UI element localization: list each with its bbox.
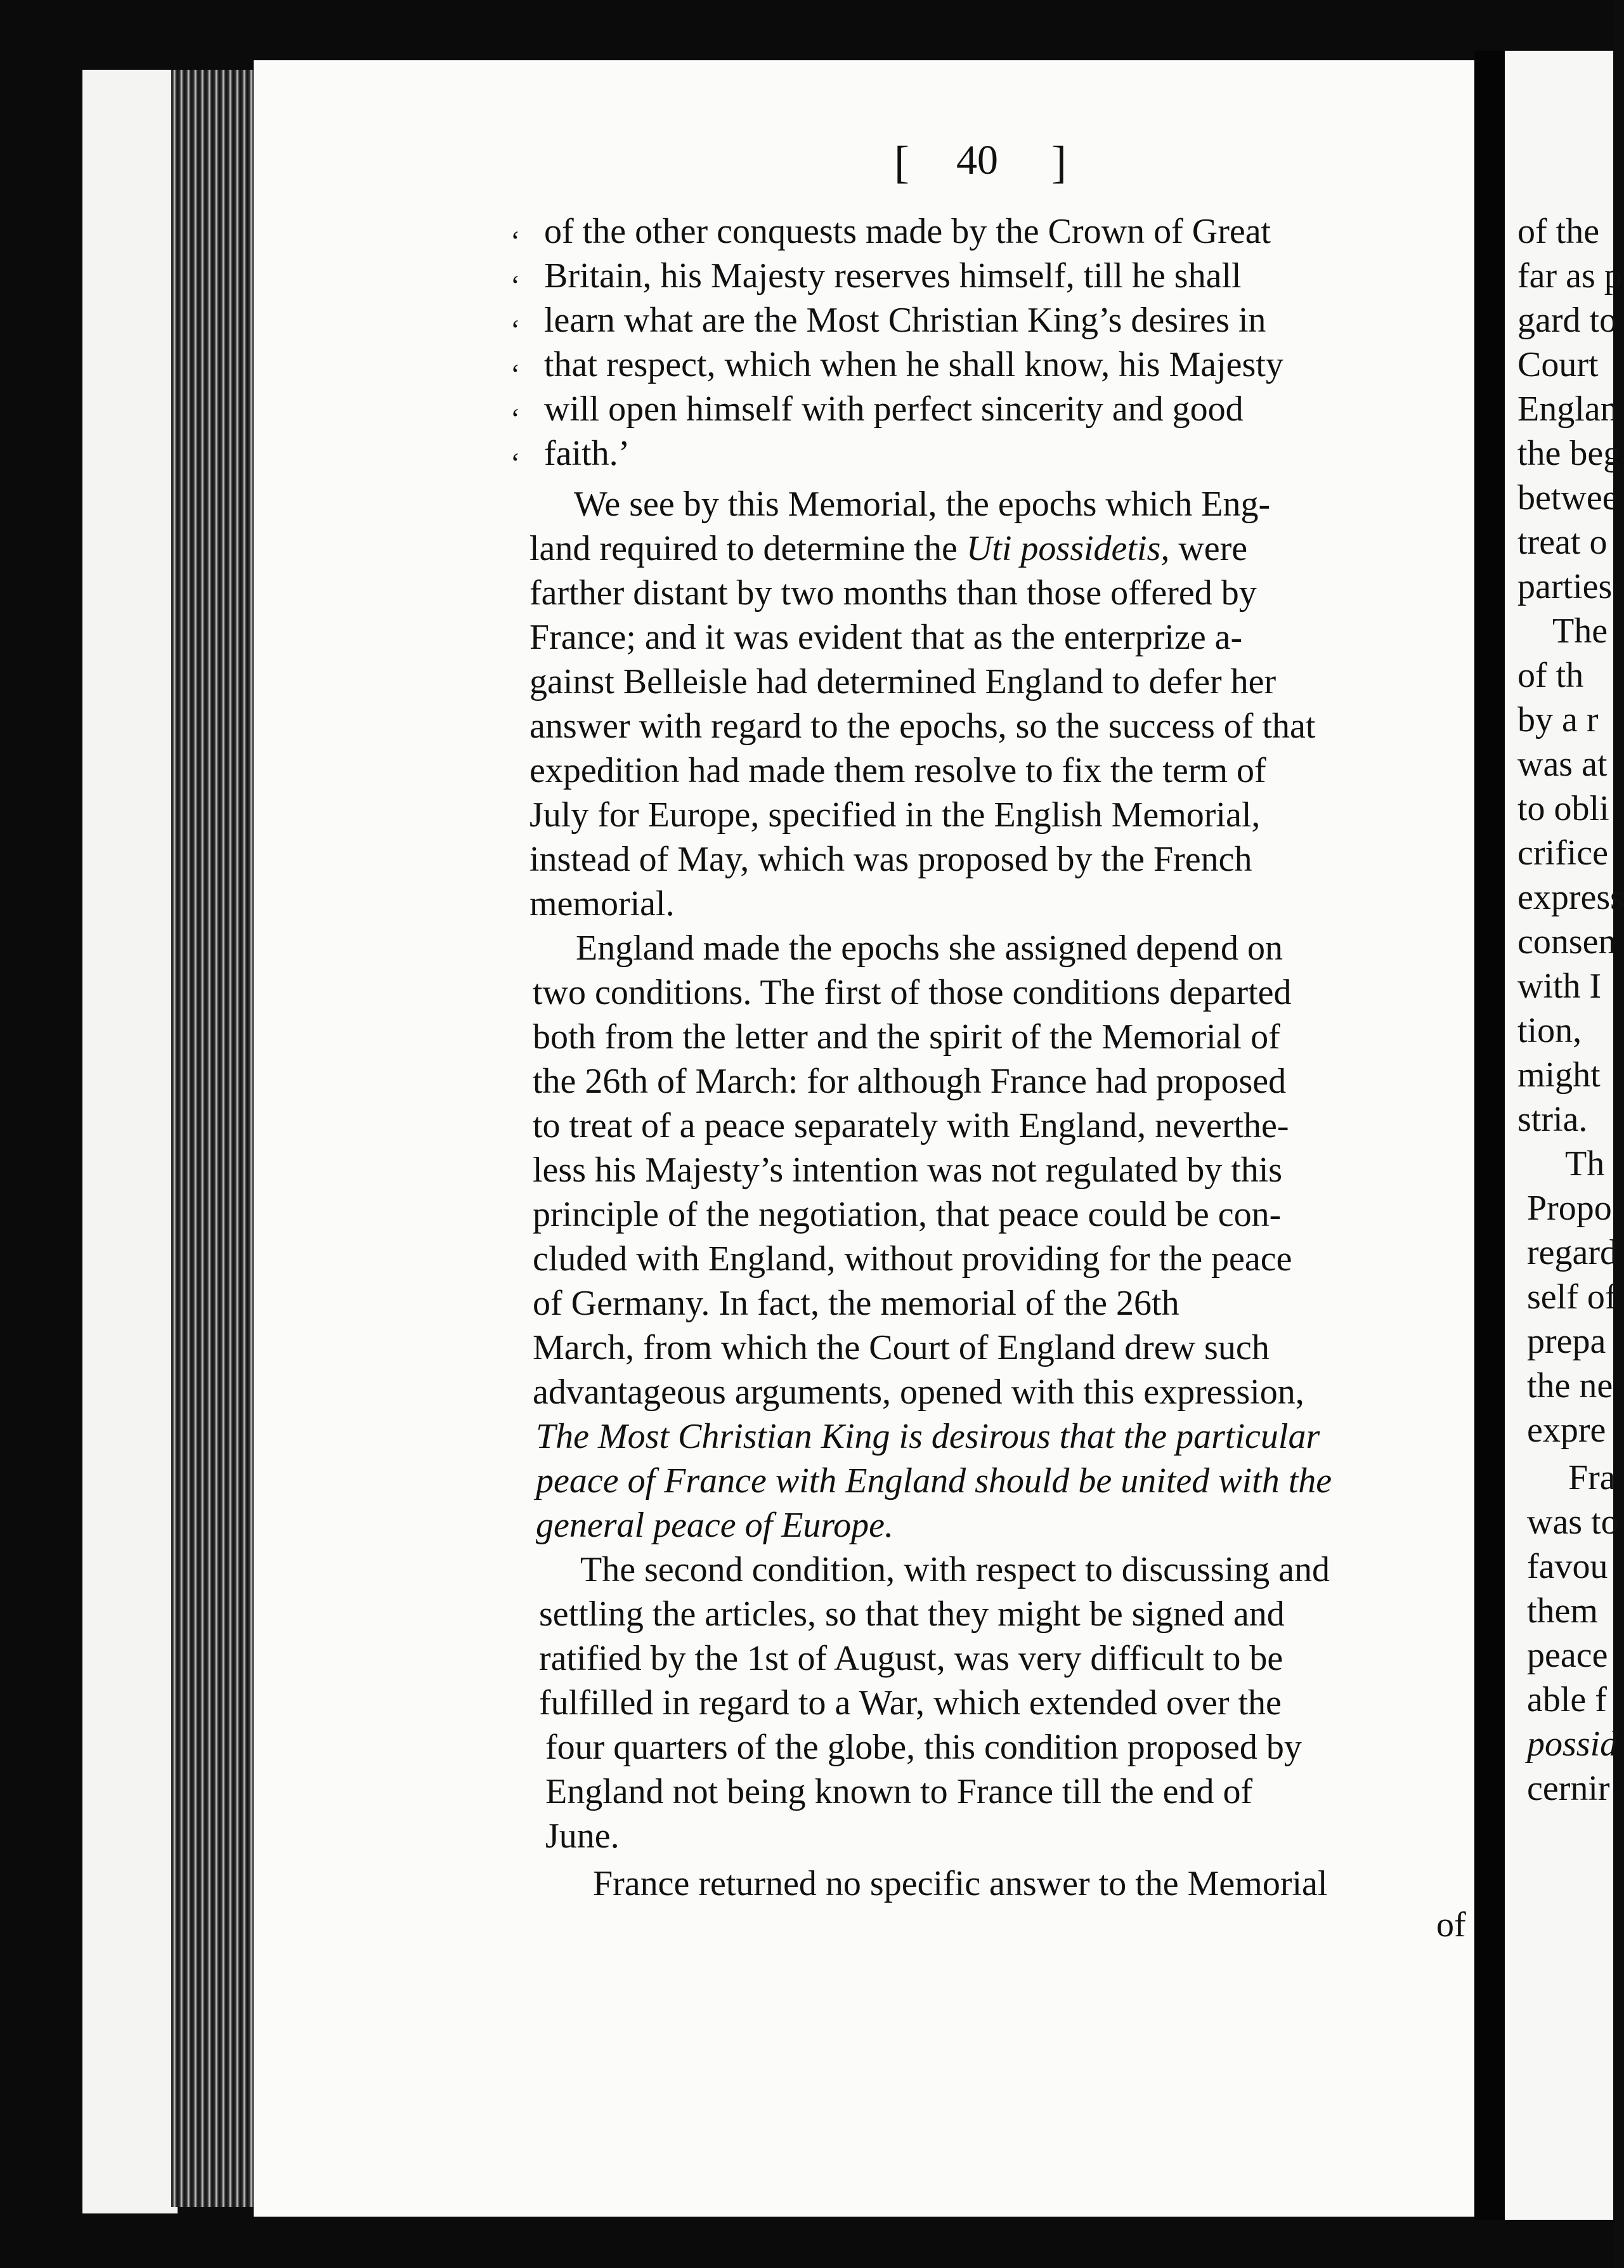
text-line: June. bbox=[545, 1816, 620, 1856]
text-line: less his Majesty’s intention was not regulated by this bbox=[533, 1150, 1283, 1190]
catchword: of bbox=[1436, 1905, 1466, 1945]
text-line: consen bbox=[1517, 922, 1616, 961]
text-line: Propo bbox=[1527, 1189, 1612, 1228]
text-line: cluded with England, without providing for the peace bbox=[533, 1239, 1292, 1279]
text-line: Englan bbox=[1517, 389, 1618, 429]
text-line: parties bbox=[1517, 567, 1613, 606]
text-line: expedition had made them resolve to fix the term of bbox=[529, 751, 1266, 790]
text-line: The bbox=[1552, 611, 1608, 651]
text-line: that respect, which when he shall know, his Majesty bbox=[544, 345, 1283, 384]
text-line: prepa bbox=[1527, 1322, 1606, 1361]
text-line: with I bbox=[1517, 967, 1602, 1006]
text-line: expre bbox=[1527, 1411, 1606, 1450]
text-line: principle of the negotiation, that peace could be con- bbox=[533, 1195, 1282, 1234]
text-line: Th bbox=[1565, 1144, 1605, 1183]
quote-mark: ‘ bbox=[510, 402, 521, 434]
text-line: July for Europe, specified in the English Memorial, bbox=[529, 795, 1261, 835]
text-line: land required to determine the Uti possidetis, were bbox=[529, 529, 1248, 568]
quote-mark: ‘ bbox=[510, 313, 521, 346]
quote-mark: ‘ bbox=[510, 225, 521, 257]
italic-line: general peace of Europe. bbox=[536, 1506, 893, 1545]
text-line: was to bbox=[1527, 1502, 1619, 1542]
text-line: of Germany. In fact, the memorial of the 26th bbox=[533, 1284, 1179, 1323]
quote-mark: ‘ bbox=[510, 446, 521, 479]
text-line: the 26th of March: for although France had proposed bbox=[533, 1062, 1287, 1101]
right-page-fragment bbox=[1505, 51, 1624, 2220]
text-line: two conditions. The first of those conditions departed bbox=[533, 973, 1292, 1012]
text-line: both from the letter and the spirit of the Memorial of bbox=[533, 1017, 1280, 1057]
text-line: France returned no specific answer to the Memorial bbox=[593, 1864, 1328, 1903]
page-number: 40 bbox=[956, 137, 998, 183]
text-line: advantageous arguments, opened with this expression, bbox=[533, 1372, 1304, 1412]
italic-line: The Most Christian King is desirous that the particular bbox=[536, 1417, 1320, 1456]
text-line: four quarters of the globe, this condition proposed by bbox=[545, 1728, 1302, 1767]
text-line: far as p bbox=[1517, 256, 1622, 296]
text-line: learn what are the Most Christian King’s desires in bbox=[544, 301, 1266, 340]
text-line: settling the articles, so that they might be signed and bbox=[539, 1594, 1285, 1634]
text-line: favou bbox=[1527, 1547, 1608, 1586]
text-line: of th bbox=[1517, 656, 1584, 695]
book-gutter bbox=[1474, 51, 1505, 2220]
text-line: peace bbox=[1527, 1636, 1608, 1675]
text-line: betwee bbox=[1517, 478, 1618, 518]
text-line: them bbox=[1527, 1591, 1598, 1631]
text-line: to obli bbox=[1517, 789, 1609, 828]
text-line: the ne bbox=[1527, 1366, 1613, 1405]
quote-mark: ‘ bbox=[510, 269, 521, 301]
text-line: We see by this Memorial, the epochs which Eng- bbox=[574, 485, 1271, 524]
text-line: crifice bbox=[1517, 833, 1608, 873]
text-line: memorial. bbox=[529, 884, 675, 923]
text-line: faith.’ bbox=[544, 434, 630, 473]
text-line: might bbox=[1517, 1055, 1601, 1095]
text-line: answer with regard to the epochs, so the success of that bbox=[529, 707, 1316, 746]
text-line: of the bbox=[1517, 212, 1600, 251]
text-line: regard bbox=[1527, 1233, 1618, 1272]
text-line: express bbox=[1517, 878, 1624, 917]
italic-phrase: Uti possidetis, bbox=[966, 529, 1170, 568]
quote-mark: ‘ bbox=[510, 358, 521, 390]
text-line: gard to bbox=[1517, 301, 1618, 340]
header-right-bracket: ] bbox=[1051, 137, 1067, 188]
text-line: England made the epochs she assigned depend on bbox=[576, 929, 1283, 968]
text-line: Court bbox=[1517, 345, 1599, 384]
text-line: fulfilled in regard to a War, which extended over the bbox=[539, 1683, 1282, 1723]
text-line: will open himself with perfect sincerity and good bbox=[544, 389, 1244, 429]
text-line: Fra bbox=[1568, 1458, 1616, 1497]
text-line: Britain, his Majesty reserves himself, till he shall bbox=[544, 256, 1242, 296]
text-line: farther distant by two months than those offered by bbox=[529, 573, 1257, 613]
text-line: of the other conquests made by the Crown of Great bbox=[544, 212, 1271, 251]
italic-line: possid bbox=[1527, 1724, 1618, 1764]
page-stack-edges bbox=[171, 70, 260, 2207]
text-line: gainst Belleisle had determined England to defer her bbox=[529, 662, 1276, 701]
text-line: England not being known to France till the end of bbox=[545, 1772, 1253, 1811]
text-line: tion, bbox=[1517, 1011, 1582, 1050]
text-line: stria. bbox=[1517, 1100, 1588, 1139]
text-line: cernir bbox=[1527, 1769, 1610, 1808]
text-line: self of bbox=[1527, 1277, 1617, 1317]
text-line: able f bbox=[1527, 1680, 1607, 1719]
page-header bbox=[888, 136, 1078, 193]
text-line: treat o bbox=[1517, 523, 1608, 562]
text-line: to treat of a peace separately with England, neverthe- bbox=[533, 1106, 1289, 1145]
text-line: by a r bbox=[1517, 700, 1599, 740]
text-line: instead of May, which was proposed by the French bbox=[529, 840, 1252, 879]
italic-line: peace of France with England should be united with the bbox=[536, 1461, 1332, 1501]
left-page-edge bbox=[82, 70, 178, 2213]
text-line: France; and it was evident that as the enterprize a- bbox=[529, 618, 1243, 657]
text-line: March, from which the Court of England drew such bbox=[533, 1328, 1270, 1367]
text-line: the beg bbox=[1517, 434, 1621, 473]
text-line: ratified by the 1st of August, was very difficult to be bbox=[539, 1639, 1283, 1678]
header-left-bracket: [ bbox=[894, 137, 909, 188]
text-line: The second condition, with respect to discussing and bbox=[580, 1550, 1330, 1589]
text-line: was at bbox=[1517, 745, 1608, 784]
